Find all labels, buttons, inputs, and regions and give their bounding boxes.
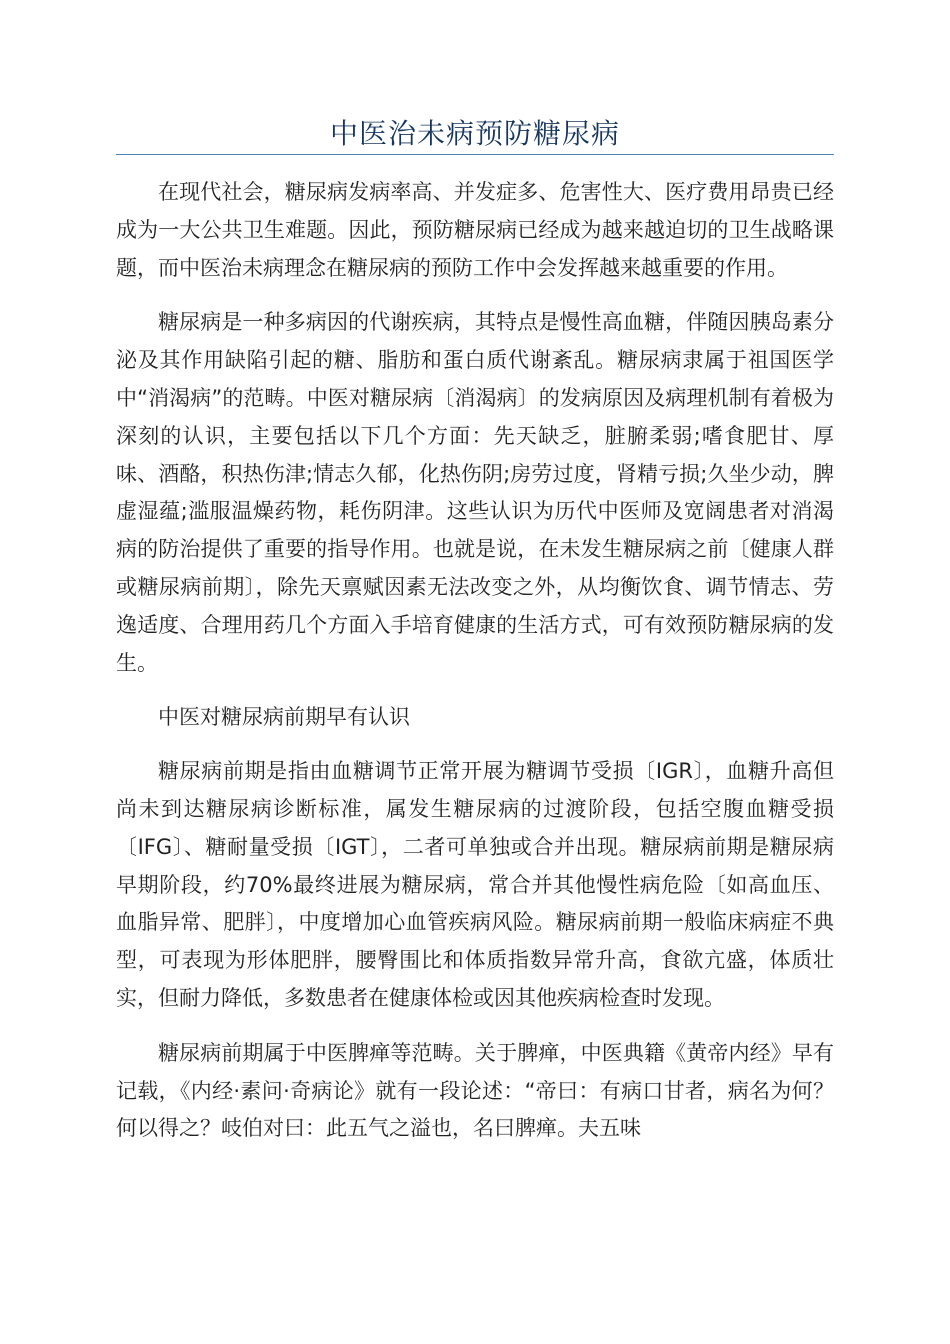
paragraph-prediabetes: 糖尿病前期是指由血糖调节正常开展为糖调节受损〔IGR〕，血糖升高但尚未到达糖尿病诊断标准，属发生糖尿病的过渡阶段，包括空腹血糖受损〔IFG〕、糖耐量受损〔IGT〕，二者可单独或合并出现。糖尿病前期是糖尿病早期阶段，约70%最终进展为糖尿病，常合并其他慢性病危险〔如高血压、血脂异常、肥胖〕，中度增加心血管疾病风险。糖尿病前期一般临床病症不典型，可表现为形体肥胖，腰臀围比和体质指数异常升高，食欲亢盛，体质壮实，但耐力降低，多数患者在健康体检或因其他疾病检查时发现。 (116, 759, 834, 1010)
paragraph-etiology: 糖尿病是一种多病因的代谢疾病，其特点是慢性高血糖，伴随因胰岛素分泌及其作用缺陷引起的糖、脂肪和蛋白质代谢紊乱。糖尿病隶属于祖国医学中“消渴病”的范畴。中医对糖尿病〔消渴病〕的发病原因及病理机制有着极为深刻的认识，主要包括以下几个方面：先天缺乏，脏腑柔弱;嗜食肥甘、厚味、酒酪，积热伤津;情志久郁，化热伤阴;房劳过度，肾精亏损;久坐少动，脾虚湿蕴;滥服温燥药物，耗伤阴津。这些认识为历代中医师及宽阔患者对消渴病的防治提供了重要的指导作用。也就是说，在未发生糖尿病之前〔健康人群或糖尿病前期〕，除先天禀赋因素无法改变之外，从均衡饮食、调节情志、劳逸适度、合理用药几个方面入手培育健康的生活方式，可有效预防糖尿病的发生。 (116, 310, 834, 675)
paragraph-intro: 在现代社会，糖尿病发病率高、并发症多、危害性大、医疗费用昂贵已经成为一大公共卫生难题。因此，预防糖尿病已经成为越来越迫切的卫生战略课题，而中医治未病理念在糖尿病的预防工作中会发挥越来越重要的作用。 (116, 180, 834, 280)
paragraph-pidan: 糖尿病前期属于中医脾瘅等范畴。关于脾瘅，中医典籍《黄帝内经》早有记载，《内经·素问·奇病论》就有一段论述：“帝曰：有病口甘者，病名为何？何以得之？岐伯对曰：此五气之溢也，名曰脾瘅。夫五味 (116, 1040, 834, 1141)
document-body (116, 174, 834, 1165)
document-title: 中医治未病预防糖尿病 (329, 117, 620, 150)
section-subheading: 中医对糖尿病前期早有认识 (158, 705, 410, 730)
title-underline (116, 154, 834, 155)
